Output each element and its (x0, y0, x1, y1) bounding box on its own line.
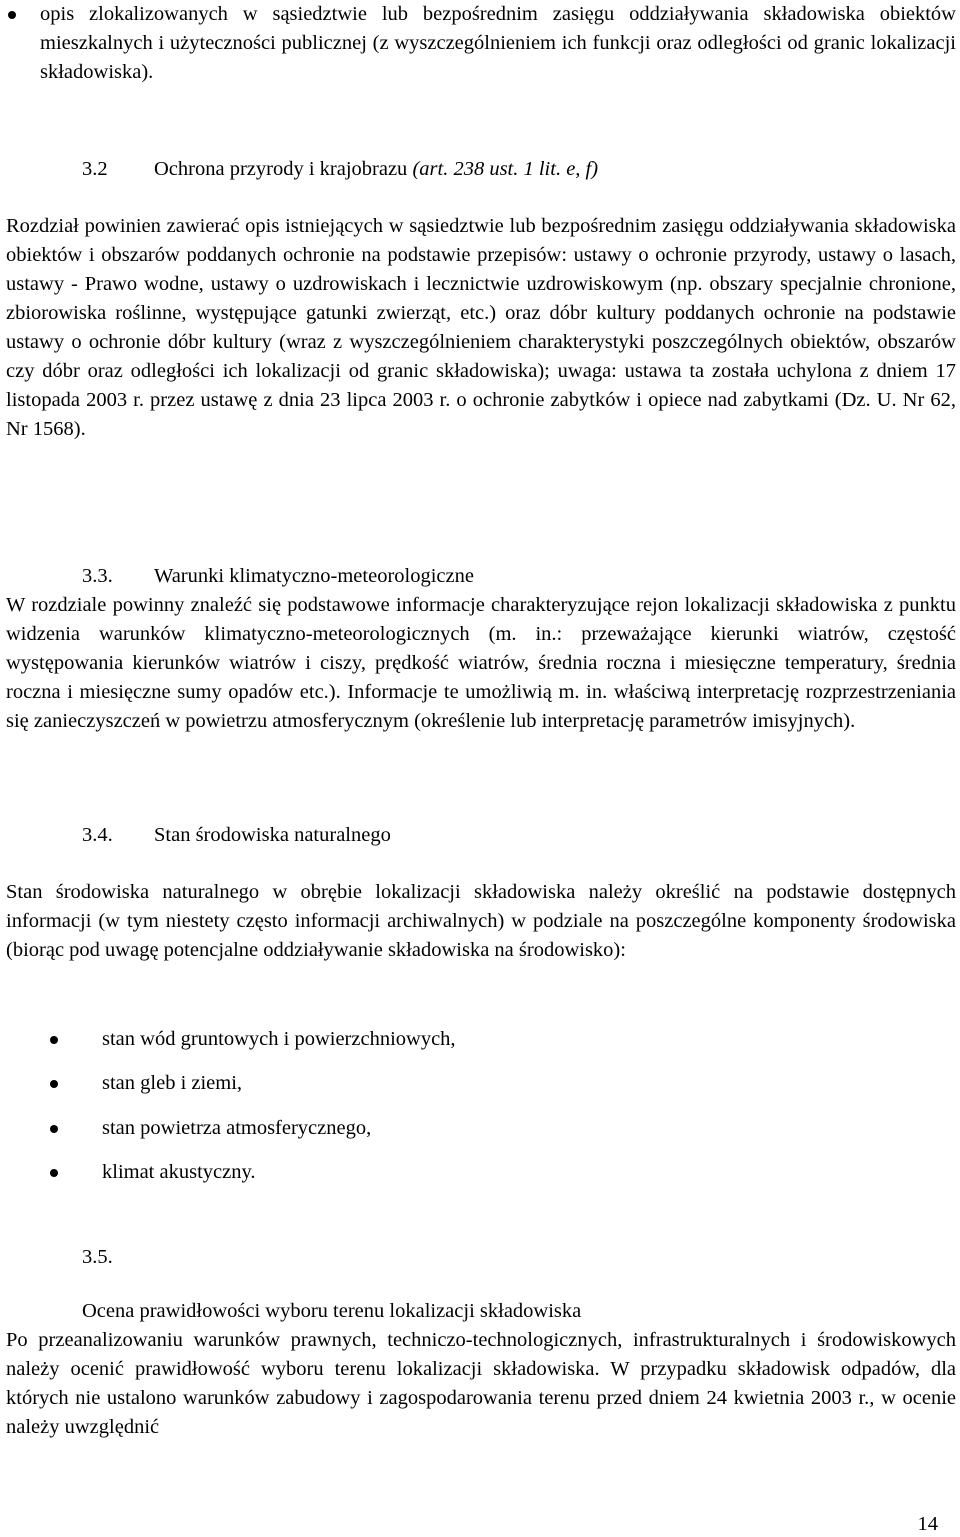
section-title: Warunki klimatyczno-meteorologiczne (154, 565, 474, 587)
bullet-icon (8, 11, 16, 19)
section-3-4-body: Stan środowiska naturalnego w obrębie lokalizacji składowiska należy określić na podstawie dostępnych informacji (w tym niestety często informacji archiwalnych) w podziale na poszczególne komponenty środowiska (biorąc pod uwagę potencjalne oddziaływanie składowiska na środowisko): (6, 881, 956, 961)
page-number: 14 (917, 1513, 938, 1535)
bullet-icon (50, 1125, 58, 1133)
section-title: Ochrona przyrody i krajobrazu (154, 158, 408, 180)
section-reference: (art. 238 ust. 1 lit. e, f) (412, 158, 599, 180)
section-3-5-body: Po przeanalizowaniu warunków prawnych, techniczo-technologicznych, infrastrukturalnych i środowiskowych należy ocenić prawidłowość wyboru terenu lokalizacji składowiska. W przypadku składowisk odpadów, dla których nie ustalono warunków zabudowy i zagospodarowania terenu przed dniem 24 kwietnia 2003 r., w ocenie należy uwzględnić (6, 1329, 956, 1438)
list-item-text: stan gleb i ziemi, (102, 1072, 243, 1094)
section-3-4-heading (82, 821, 391, 850)
section-3-5-heading (82, 1297, 581, 1326)
section-title: Ocena prawidłowości wyboru terenu lokalizacji składowiska (82, 1300, 582, 1322)
section-number: 3.4. (82, 824, 113, 846)
section-3-3-heading (82, 562, 474, 591)
section-3-2-heading (82, 155, 598, 184)
bullet-text: opis zlokalizowanych w sąsiedztwie lub bezpośrednim zasięgu oddziaływania składowiska obiektów mieszkalnych i użyteczności publicznej (z wyszczególnieniem ich funkcji oraz odległości od granic lokalizacji składowiska). (40, 3, 956, 83)
bullet-icon (50, 1036, 58, 1044)
section-number: 3.2 (82, 158, 108, 180)
section-title: Stan środowiska naturalnego (154, 824, 391, 846)
section-3-5-number (82, 1243, 113, 1272)
section-3-2-body: Rozdział powinien zawierać opis istniejących w sąsiedztwie lub bezpośrednim zasięgu oddziaływania składowiska obiektów i obszarów poddanych ochronie na podstawie przepisów: ustawy o ochronie przyrody, ustawy o lasach, ustawy - Prawo wodne, ustawy o uzdrowiskach i lecznictwie uzdrowiskowym (np. obszary specjalnie chronione, zbiorowiska roślinne, występujące gatunki zwierząt, etc.) oraz dóbr kultury poddanych ochronie na podstawie ustawy o ochronie dóbr kultury (wraz z wyszczególnieniem charakterystyki poszczególnych obiektów, obszarów czy dóbr oraz odległości ich lokalizacji od granic składowiska); uwaga: ustawa ta została uchylona z dniem 17 listopada 2003 r. przez ustawę z dnia 23 lipca 2003 r. o ochronie zabytków i opiece nad zabytkami (Dz. U. Nr 62, Nr 1568). (6, 215, 956, 440)
list-item-text: stan wód gruntowych i powierzchniowych, (102, 1028, 456, 1050)
section-number: 3.3. (82, 565, 113, 587)
section-number: 3.5. (82, 1246, 113, 1268)
section-3-3-body: W rozdziale powinny znaleźć się podstawowe informacje charakteryzujące rejon lokalizacji składowiska z punktu widzenia warunków klimatyczno-meteorologicznych (m. in.: przeważające kierunki wiatrów, częstość występowania kierunków wiatrów i ciszy, prędkość wiatrów, średnia roczna i miesięczne temperatury, średnia roczna i miesięczne sumy opadów etc.). Informacje te umożliwią m. in. właściwą interpretację rozprzestrzeniania się zanieczyszczeń w powietrzu atmosferycznym (określenie lub interpretację parametrów imisyjnych). (6, 594, 956, 732)
bullet-icon (50, 1080, 58, 1088)
bullet-icon (50, 1169, 58, 1177)
list-item-text: klimat akustyczny. (102, 1161, 256, 1183)
list-item-text: stan powietrza atmosferycznego, (102, 1117, 372, 1139)
